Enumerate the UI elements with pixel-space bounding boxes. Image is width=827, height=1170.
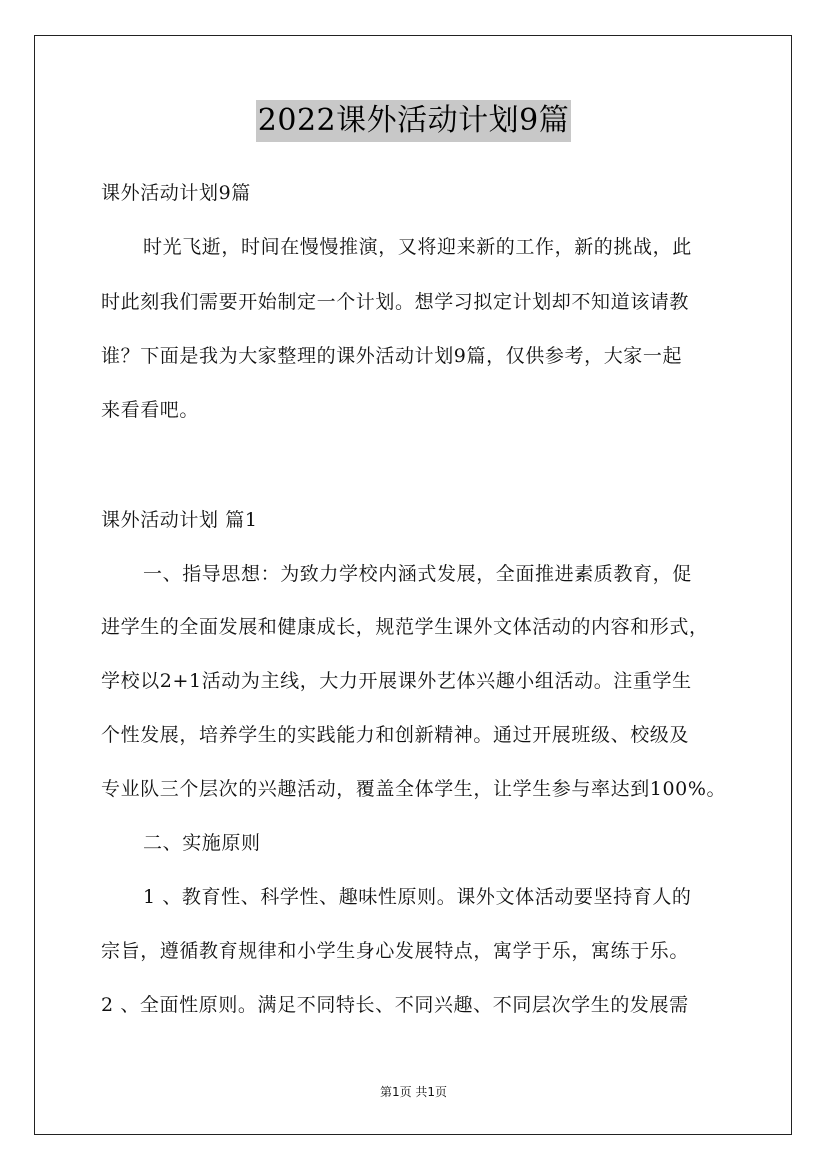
intro-line: 来看看吧。 <box>101 399 200 421</box>
paragraph-line: 个性发展，培养学生的实践能力和创新精神。通过开展班级、校级及 <box>101 724 690 746</box>
paragraph-line: 进学生的全面发展和健康成长，规范学生课外文体活动的内容和形式， <box>101 616 709 638</box>
paragraph-line: 一、指导思想：为致力学校内涵式发展，全面推进素质教育，促 <box>143 563 692 585</box>
principles-heading: 二、实施原则 <box>143 832 261 854</box>
paragraph-line: 宗旨，遵循教育规律和小学生身心发展特点，寓学于乐，寓练于乐。 <box>101 940 690 962</box>
intro-line: 时光飞逝，时间在慢慢推演，又将迎来新的工作，新的挑战，此 <box>143 236 692 258</box>
page-footer: 第1页 共1页 <box>379 1085 448 1099</box>
paragraph-line: 2 、全面性原则。满足不同特长、不同兴趣、不同层次学生的发展需 <box>101 994 689 1016</box>
intro-line: 时此刻我们需要开始制定一个计划。想学习拟定计划却不知道该请教 <box>101 291 690 313</box>
paragraph-line: 专业队三个层次的兴趣活动，覆盖全体学生，让学生参与率达到100%。 <box>101 778 727 800</box>
subtitle: 课外活动计划9篇 <box>101 182 251 204</box>
paragraph-line: 1 、教育性、科学性、趣味性原则。课外文体活动要坚持育人的 <box>143 886 692 908</box>
document-title: 2022课外活动计划9篇 <box>256 100 571 142</box>
section-heading: 课外活动计划 篇1 <box>101 509 258 531</box>
intro-line: 谁？下面是我为大家整理的课外活动计划9篇，仅供参考，大家一起 <box>101 345 683 367</box>
paragraph-line: 学校以2+1活动为主线，大力开展课外艺体兴趣小组活动。注重学生 <box>101 670 692 692</box>
title-container <box>0 100 827 142</box>
